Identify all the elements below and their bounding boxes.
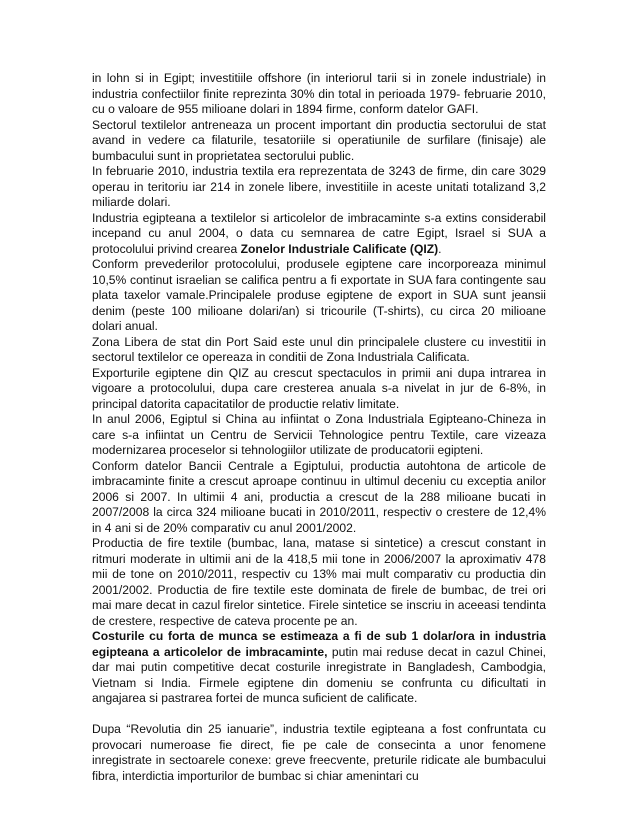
labor-costs-text: putin mai reduse decat in cazul Chinei, dar mai putin competitive decat costurile inregistrate in Bangladesh, Cambodgia, Vietnam si India. Firmele egiptene din domeniu se confrunta cu dificultati in angajarea si pastrarea fortei de munca suficient de calificate. bbox=[92, 644, 546, 705]
labor-costs-bold-text: Costurile cu forta de munca se estimeaza a fi de sub 1 dolar/ora in industria egipteana a articolelor de imbracaminte, bbox=[92, 629, 546, 659]
paragraph-offshore-investments: in lohn si in Egipt; investitiile offshore (in interiorul tarii si in zonele industriale) in industria confectiilor finite reprezinta 30% din total in perioada 1979- februarie 2010, cu o valoare de 955 milioane dolari in 1894 firme, conform datelor GAFI. bbox=[92, 71, 546, 116]
paragraph-firms-2010: In februarie 2010, industria textila era reprezentata de 3243 de firme, din care 3029 operau in teritoriu iar 214 in zonele libere, investitiile in aceste unitati totalizand 3,2 miliarde dolari. bbox=[92, 164, 546, 209]
qiz-bold-term: Zonelor Industriale Calificate (QIZ) bbox=[240, 241, 439, 256]
paragraph-revolution: Dupa “Revolutia din 25 ianuarie”, industria textile egipteana a fost confruntata cu provocari numeroase fie direct, fie pe cale de consecinta a unor fenomene inregistrate in sectoarele conexe: greve freecvente, preturile ridicate ale bumbacului fibra, interdictia importurilor de bumbac si chiar amenintari cu bbox=[92, 722, 546, 783]
paragraph-labor-costs bbox=[92, 629, 546, 707]
paragraph-port-said: Zona Libera de stat din Port Said este unul din principalele clustere cu investitii in sectorul textilelor ce opereaza in conditii de Zona Industriala Calificata. bbox=[92, 334, 546, 364]
paragraph-qiz-protocol bbox=[92, 211, 546, 258]
paragraph-qiz-exports: Exporturile egiptene din QIZ au crescut spectaculos in primii ani dupa intrarea in vigoare a protocolului, dupa care cresterea anuala s-a nivelat in jur de 6-8%, in principal datorita capacitatilor de productie relativ limitate. bbox=[92, 365, 546, 411]
paragraph-public-sector: Sectorul textilelor antreneaza un procent important din productia sectorului de stat avand in vedere ca filaturile, tesatoriile si operatiunile de surfilare (finisaje) ale bumbacului sunt in proprietatea sectorului public. bbox=[92, 117, 546, 163]
qiz-intro-text: Industria egipteana a textilelor si articolelor de imbracaminte s-a extins considerabil incepand cu anul 2004, o data cu semnarea de catre Egipt, Israel si SUA a protocolului privind crearea bbox=[92, 210, 546, 256]
paragraph-protocol-conditions: Conform prevederilor protocolului, produsele egiptene care incorporeaza minimul 10,5% continut israelian se califica pentru a fi exportate in SUA fara contingente sau plata taxelor vamale.Principalele produse egiptene de export in SUA sunt jeansii denim (peste 100 milioane dolari/an) si tricourile (T-shirts), cu circa 20 milioane dolari anual. bbox=[92, 257, 546, 333]
qiz-end-text: . bbox=[438, 241, 442, 256]
paragraph-central-bank-data: Conform datelor Bancii Centrale a Egiptului, productia autohtona de articole de imbracaminte finite a crescut aproape continuu in ultimul deceniu cu exceptia anilor 2006 si 2007. In ultimii 4 ani, productia a crescut de la 288 milioane bucati in 2007/2008 la circa 324 milioane bucati in 2010/2011, respectiv o crestere de 12,4% in 4 ani si de 20% comparativ cu anul 2001/2002. bbox=[92, 458, 546, 535]
paragraph-yarn-production: Productia de fire textile (bumbac, lana, matase si sintetice) a crescut constant in ritmuri moderate in ultimii ani de la 418,5 mii tone in 2006/2007 la aproximativ 478 mii de tone on 2010/2011, respectiv cu 13% mai mult comparativ cu productia din 2001/2002. Productia de fire textile este dominata de firele de bumbac, de trei ori mai mare decat in cazul firelor sintetice. Firele sintetice se inscriu in aceeasi tendinta de crestere, respective de cateva procente pe an. bbox=[92, 536, 546, 628]
paragraph-egypt-china-zone: In anul 2006, Egiptul si China au infiintat o Zona Industriala Egipteano-Chineza in care s-a infiintat un Centru de Servicii Tehnologice pentru Textile, care vizeaza modernizarea proceselor si tehnologiilor utilizate de producatorii egipteni. bbox=[92, 412, 546, 457]
document-page bbox=[92, 71, 546, 784]
